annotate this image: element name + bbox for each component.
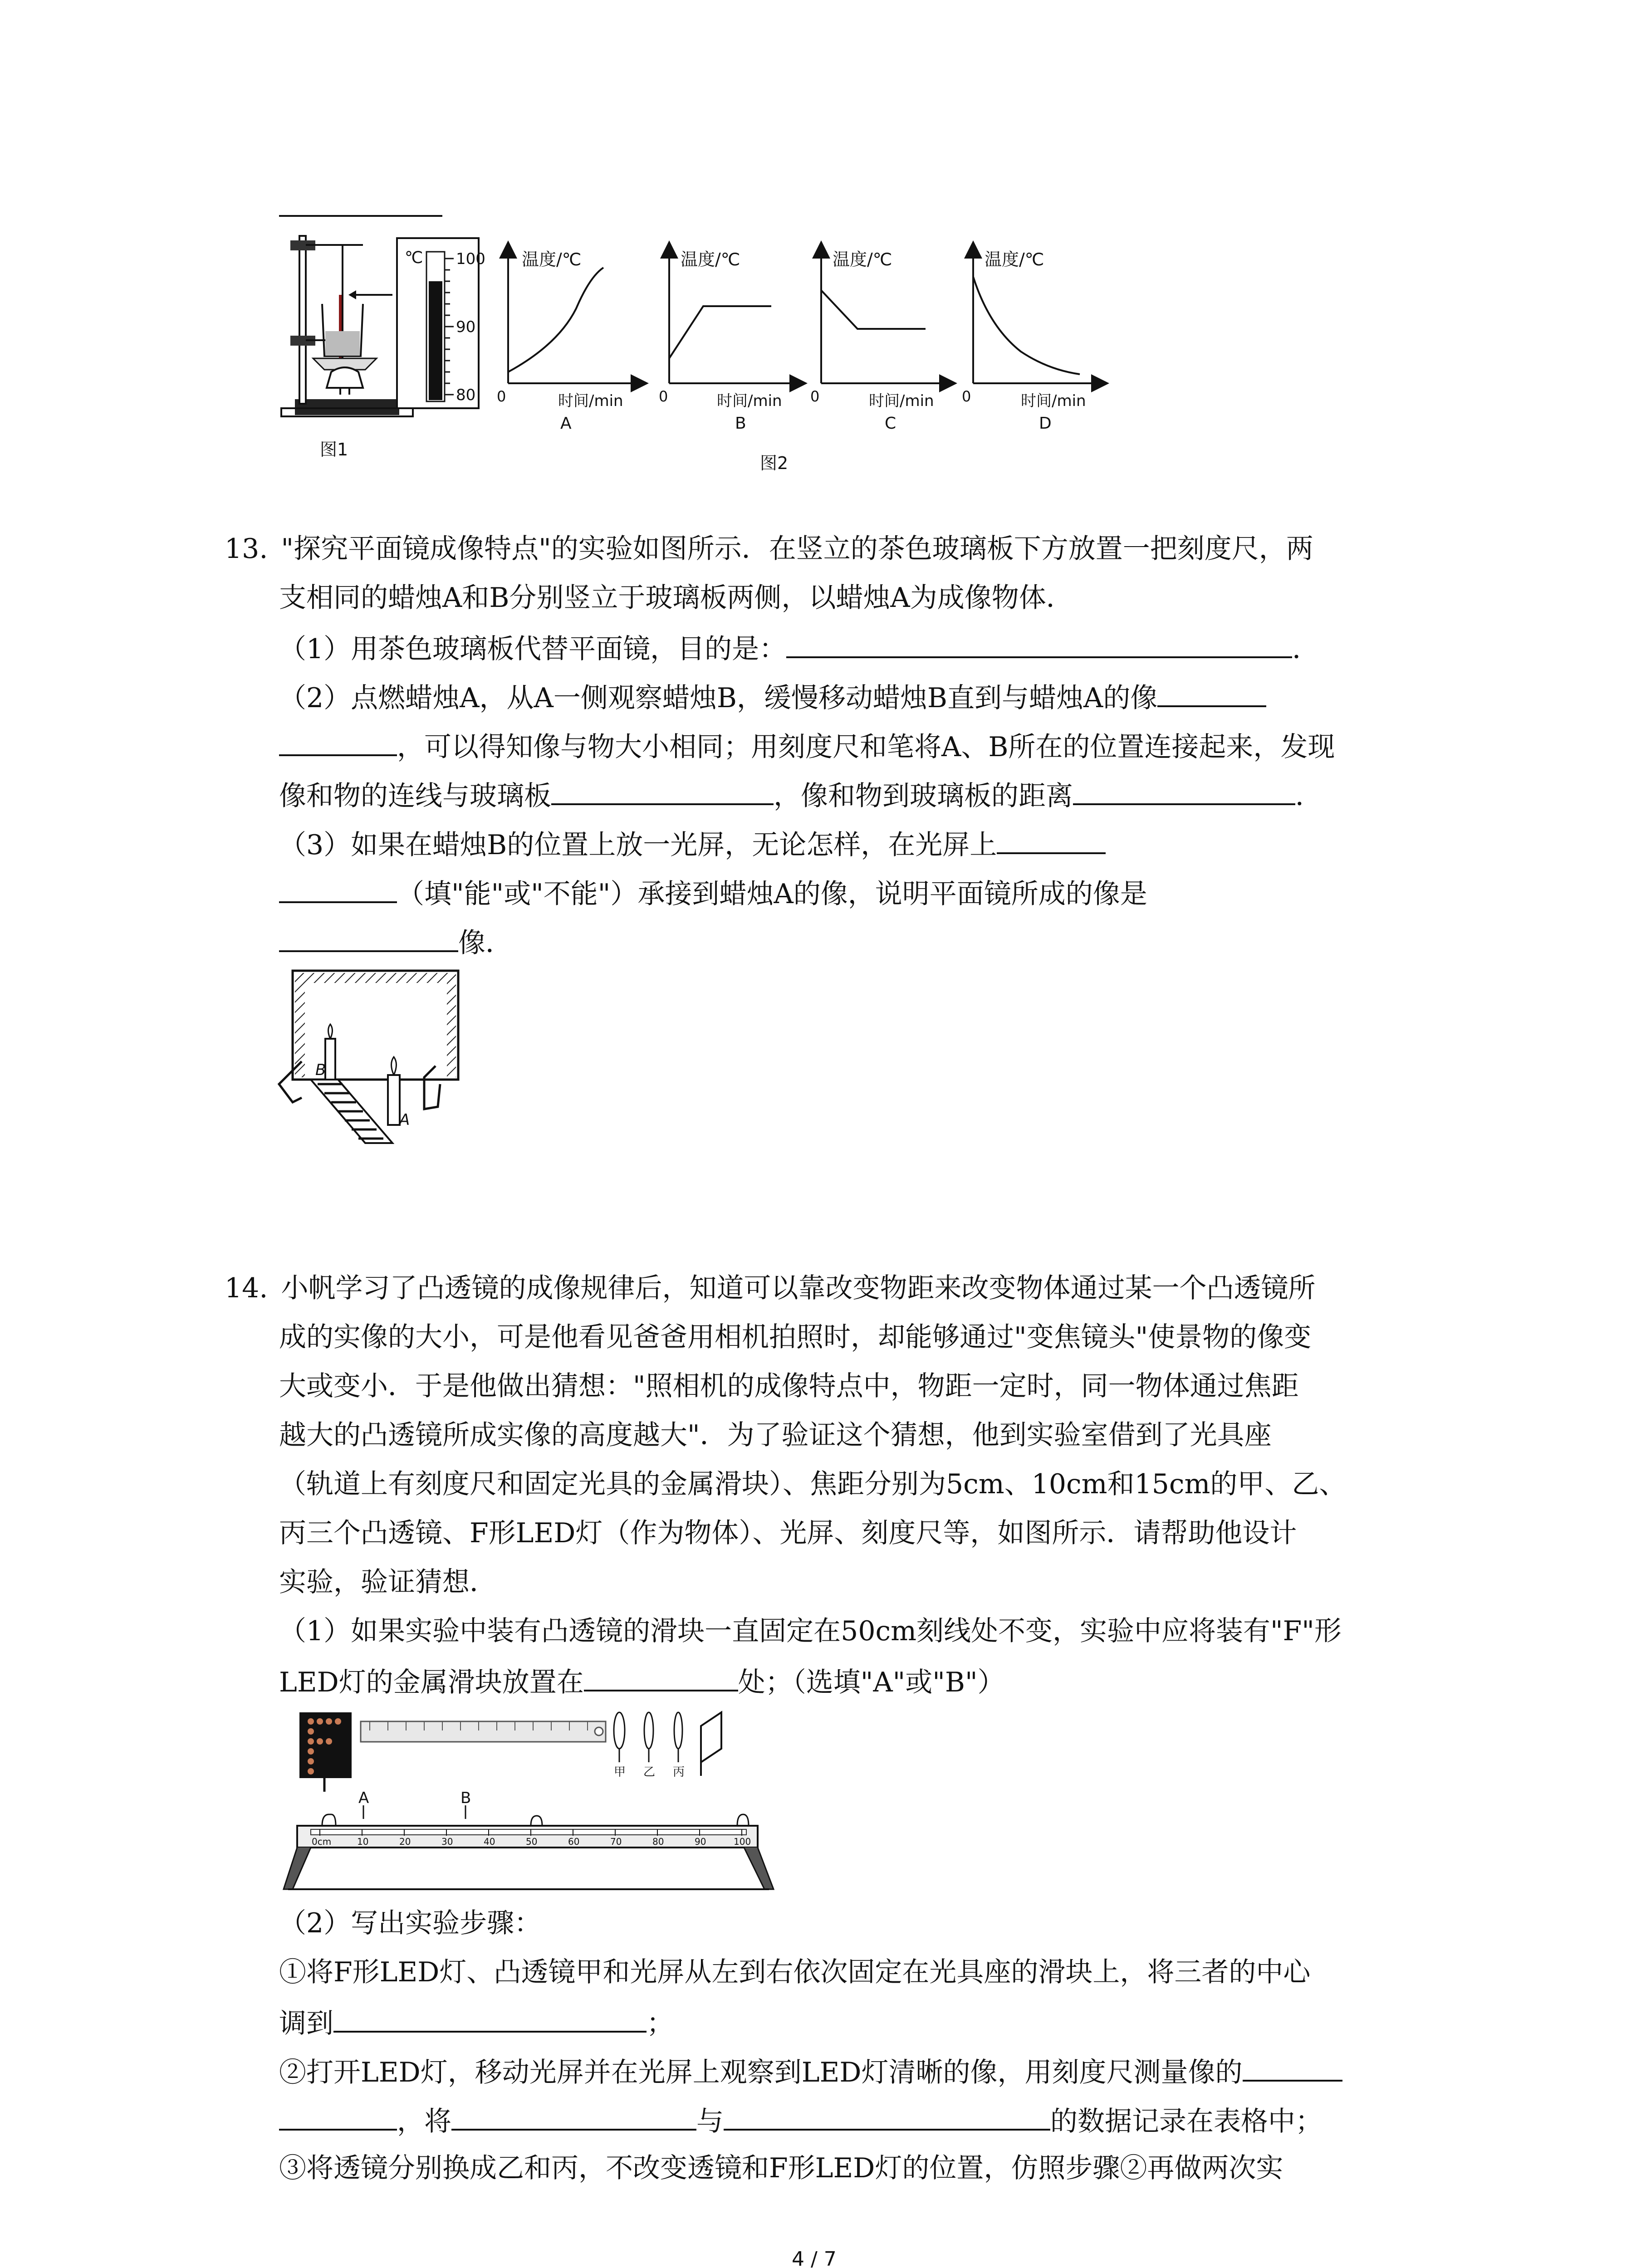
question-13-part-2-line-3b: ，像和物到玻璃板的距离 [774,780,1073,812]
question-14-step-1-line-2a: 调到 [279,2008,333,2039]
question-13-part-1-end: ． [1292,633,1320,665]
graph-d-ylabel: 温度/℃ [985,249,1044,269]
question-13 [225,528,1450,982]
question-13-part-2-line-3a: 像和物的连线与玻璃板 [279,780,551,812]
answer-blank-14-3a-cont[interactable] [279,2099,397,2131]
lens-jia-label: 甲 [614,1765,626,1779]
graph-b-origin: 0 [659,388,668,405]
answer-blank-14-2[interactable] [333,2001,647,2033]
candle-a-label: A [399,1111,410,1129]
graph-c-ylabel: 温度/℃ [833,249,892,269]
question-14-part-2: （2）写出实验步骤： [279,1907,542,1939]
question-14-step-2-line-2c: 的数据记录在表格中； [1050,2106,1323,2137]
figure-plane-mirror [274,971,465,1143]
graph-a-xlabel: 时间/min [558,392,623,410]
rail-tick-90: 90 [695,1836,706,1847]
question-14-part-1-line-1: （1）如果实验中装有凸透镜的滑块一直固定在50cm刻线处不变，实验中应将装有"F"形 [279,1615,1342,1647]
point-a-label: A [358,1789,369,1807]
question-14-stem-line-6: 丙三个凸透镜、F形LED灯（作为物体）、光屏、刻度尺等，如图所示．请帮助他设计 [279,1517,1297,1549]
question-13-part-3-line-3: 像． [458,927,513,959]
answer-blank-13-2b[interactable] [551,773,774,805]
rail-tick-70: 70 [610,1836,622,1847]
separator-line [279,215,442,217]
answer-blank-13-2c[interactable] [1073,773,1295,805]
question-14-step-1-line-1: ①将F形LED灯、凸透镜甲和光屏从左到右依次固定在光具座的滑块上，将三者的中心 [279,1956,1311,1988]
question-13-number: 13. [225,533,268,565]
graph-b-letter: B [735,414,746,433]
question-14-part-1-line-2a: LED灯的金属滑块放置在 [279,1667,584,1698]
question-13-stem-line-1: "探究平面镜成像特点"的实验如图所示．在竖立的茶色玻璃板下方放置一把刻度尺，两 [281,533,1313,565]
question-14-part-1-line-2b: 处；（选填"A"或"B"） [738,1667,1005,1698]
graph-a [497,249,640,433]
answer-blank-13-1[interactable] [786,626,1292,658]
question-14-number: 14. [225,1272,268,1304]
question-14-stem-line-2: 成的实像的大小，可是他看见爸爸用相机拍照时，却能够通过"变焦镜头"使景物的像变 [279,1321,1312,1353]
question-13-part-1: （1）用茶色玻璃板代替平面镜，目的是： [279,633,787,665]
graph-d [962,249,1100,433]
graph-b-ylabel: 温度/℃ [681,249,740,269]
question-13-part-2-line-1: （2）点燃蜡烛A，从A一侧观察蜡烛B，缓慢移动蜡烛B直到与蜡烛A的像 [279,682,1158,714]
rail-tick-80: 80 [652,1836,664,1847]
graph-d-letter: D [1039,414,1052,433]
rail-tick-0: 0cm [312,1836,332,1847]
question-13-part-3-line-2: （填"能"或"不能"）承接到蜡烛A的像，说明平面镜所成的像是 [397,878,1147,910]
question-14-step-1-line-2b: ； [647,2008,674,2039]
point-b-label: B [460,1789,471,1807]
question-13-part-2-end: ． [1295,780,1323,812]
lens-yi-label: 乙 [643,1765,656,1779]
graph-a-letter: A [560,414,572,433]
question-14-step-2-line-2b: 与 [696,2106,724,2137]
question-14-stem-line-1: 小帆学习了凸透镜的成像规律后，知道可以靠改变物距来改变物体通过某一个凸透镜所 [281,1272,1316,1304]
rail-tick-50: 50 [526,1836,538,1847]
thermometer-tick-80: 80 [456,386,476,404]
figure-1-heating-apparatus [272,227,485,422]
answer-blank-13-3a[interactable] [997,822,1106,854]
question-13-stem-line-2: 支相同的蜡烛A和B分别竖立于玻璃板两侧，以蜡烛A为成像物体． [279,582,1073,614]
answer-blank-13-3b[interactable] [279,920,458,952]
answer-blank-13-2a-cont[interactable] [279,724,397,756]
question-14-step-2-line-2a: ，将 [397,2106,451,2137]
page-number: 4 / 7 [792,2248,837,2268]
question-14-stem-line-4: 越大的凸透镜所成实像的高度越大"．为了验证这个猜想，他到实验室借到了光具座 [279,1419,1272,1451]
graph-a-ylabel: 温度/℃ [522,249,582,269]
lens-bing-label: 丙 [673,1765,685,1779]
answer-blank-14-3a[interactable] [1243,2050,1342,2082]
figure-2-label: 图2 [760,453,789,473]
graph-c-letter: C [885,414,896,433]
question-14-stem-line-7: 实验，验证猜想． [279,1566,497,1598]
figure-2-graphs [490,236,1125,440]
question-14-stem-line-5: （轨道上有刻度尺和固定光具的金属滑块）、焦距分别为5cm、10cm和15cm的甲、乙、 [279,1468,1347,1500]
rail-tick-20: 20 [399,1836,411,1847]
graph-b [659,249,798,433]
question-14 [225,1268,1450,1699]
question-14-steps [225,1903,1472,2220]
graph-b-xlabel: 时间/min [717,392,782,410]
thermometer-unit: ℃ [405,249,423,267]
graph-c-origin: 0 [810,388,820,405]
rail-tick-40: 40 [484,1836,495,1847]
graph-c-xlabel: 时间/min [869,392,934,410]
figure-optical-bench [279,1712,778,1894]
answer-blank-14-3c[interactable] [724,2099,1050,2131]
thermometer-tick-90: 90 [456,318,476,336]
question-13-part-2-line-2: ，可以得知像与物大小相同；用刻度尺和笔将A、B所在的位置连接起来，发现 [397,731,1335,763]
rail-tick-100: 100 [734,1836,751,1847]
question-14-step-3-line-1: ③将透镜分别换成乙和丙，不改变透镜和F形LED灯的位置，仿照步骤②再做两次实 [279,2152,1283,2184]
answer-blank-13-3a-cont[interactable] [279,871,397,903]
rail-tick-60: 60 [568,1836,580,1847]
question-13-part-3-line-1: （3）如果在蜡烛B的位置上放一光屏，无论怎样，在光屏上 [279,829,997,861]
question-14-stem-line-3: 大或变小．于是他做出猜想："照相机的成像特点中，物距一定时，同一物体通过焦距 [279,1370,1299,1402]
answer-blank-14-3b[interactable] [451,2099,696,2131]
thermometer-tick-100: 100 [456,250,485,268]
answer-blank-13-2a[interactable] [1157,675,1266,707]
graph-a-origin: 0 [497,388,506,405]
graph-d-origin: 0 [962,388,971,405]
rail-tick-30: 30 [441,1836,453,1847]
candle-b-label: B [315,1061,326,1079]
question-14-step-2-line-1: ②打开LED灯，移动光屏并在光屏上观察到LED灯清晰的像，用刻度尺测量像的 [279,2057,1243,2088]
graph-c [810,249,948,433]
figure-1-label: 图1 [320,440,348,459]
rail-tick-10: 10 [357,1836,369,1847]
graph-d-xlabel: 时间/min [1021,392,1086,410]
answer-blank-14-1[interactable] [584,1660,738,1691]
